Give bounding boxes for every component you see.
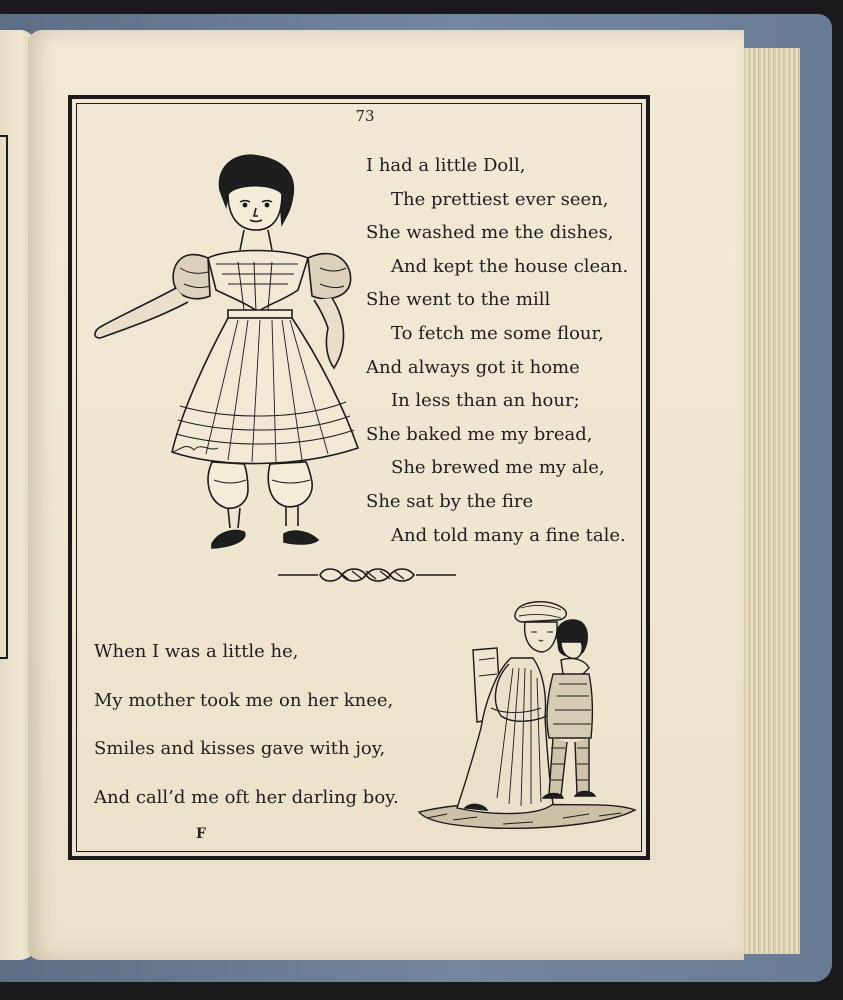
poem-line: She washed me the dishes, [366,222,614,244]
poem-line: And told many a fine tale. [391,524,626,546]
poem-line: Smiles and kisses gave with joy, [94,738,386,759]
poem-line: The prettiest ever seen, [391,188,609,210]
poem-line: In less than an hour; [391,390,580,412]
poem-line: She went to the mill [366,289,551,311]
doll-engraving-icon [88,150,363,555]
left-page-frame-rule [0,135,8,659]
poem-line: To fetch me some flour, [391,322,604,344]
poem-little-he [94,628,434,822]
mother-and-child-engraving-icon [413,598,641,840]
poem-line: And always got it home [366,356,580,378]
poem-line: My mother took me on her knee, [94,689,394,711]
poem-little-doll [366,149,646,552]
signature-mark: F [196,826,206,842]
poem-line: And call’d me oft her darling boy. [94,786,399,808]
poem-line: I had a little Doll, [366,155,526,176]
poem-line: She baked me my bread, [366,423,593,445]
poem-line: And kept the house clean. [391,255,629,277]
poem-line: She brewed me my ale, [391,457,605,479]
page-number: 73 [355,107,375,125]
poem-line: When I was a little he, [94,641,299,662]
poem-line: She sat by the fire [366,490,534,512]
ornamental-divider-icon [278,564,456,586]
